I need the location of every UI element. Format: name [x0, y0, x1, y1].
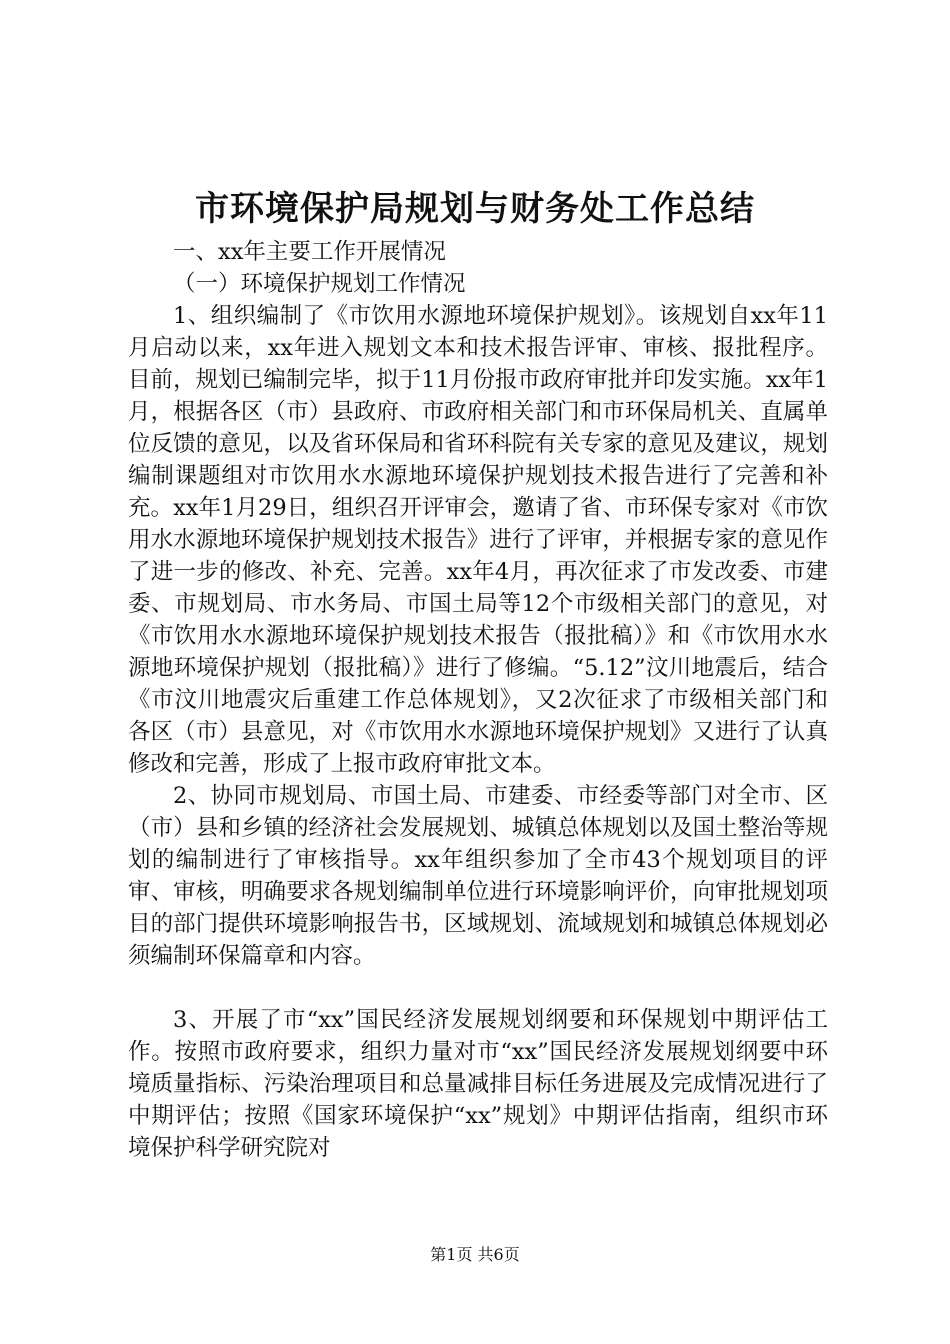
paragraph-2: 2、协同市规划局、市国土局、市建委、市经委等部门对全市、区（市）县和乡镇的经济社会发展规划、城镇总体规划以及国土整治等规划的编制进行了审核指导。xx年组织参加了全市43个规划项目的评审、审核，明确要求各规划编制单位进行环境影响评价，向审批规划项目的部门提供环境影响报告书，区域规划、流域规划和城镇总体规划必须编制环保篇章和内容。 — [128, 783, 828, 969]
subsection-heading: （一）环境保护规划工作情况 — [173, 271, 466, 297]
page-number: 第1页 共6页 — [430, 1245, 520, 1264]
paragraph-3: 3、开展了市“xx”国民经济发展规划纲要和环保规划中期评估工作。按照市政府要求，组织力量对市“xx”国民经济发展规划纲要中环境质量指标、污染治理项目和总量减排目标任务进展及完成情况进行了中期评估；按照《国家环境保护“xx”规划》中期评估指南，组织市环境保护科学研究院对 — [128, 1007, 828, 1161]
document-body — [128, 236, 828, 1164]
document-title: 市环境保护局规划与财务处工作总结 — [195, 189, 755, 229]
paragraph-1: 1、组织编制了《市饮用水源地环境保护规划》。该规划自xx年11月启动以来，xx年进入规划文本和技术报告评审、审核、报批程序。目前，规划已编制完毕，拟于11月份报市政府审批并印发实施。xx年1月，根据各区（市）县政府、市政府相关部门和市环保局机关、直属单位反馈的意见，以及省环保局和省环科院有关专家的意见及建议，规划编制课题组对市饮用水水源地环境保护规划技术报告进行了完善和补充。xx年1月29日，组织召开评审会，邀请了省、市环保专家对《市饮用水水源地环境保护规划技术报告》进行了评审，并根据专家的意见作了进一步的修改、补充、完善。xx年4月，再次征求了市发改委、市建委、市规划局、市水务局、市国土局等12个市级相关部门的意见，对《市饮用水水源地环境保护规划技术报告（报批稿）》和《市饮用水水源地环境保护规划（报批稿）》进行了修编。“5.12”汶川地震后，结合《市汶川地震灾后重建工作总体规划》，又2次征求了市级相关部门和各区（市）县意见，对《市饮用水水源地环境保护规划》又进行了认真修改和完善，形成了上报市政府审批文本。 — [128, 303, 828, 777]
section-heading: 一、xx年主要工作开展情况 — [173, 239, 446, 265]
